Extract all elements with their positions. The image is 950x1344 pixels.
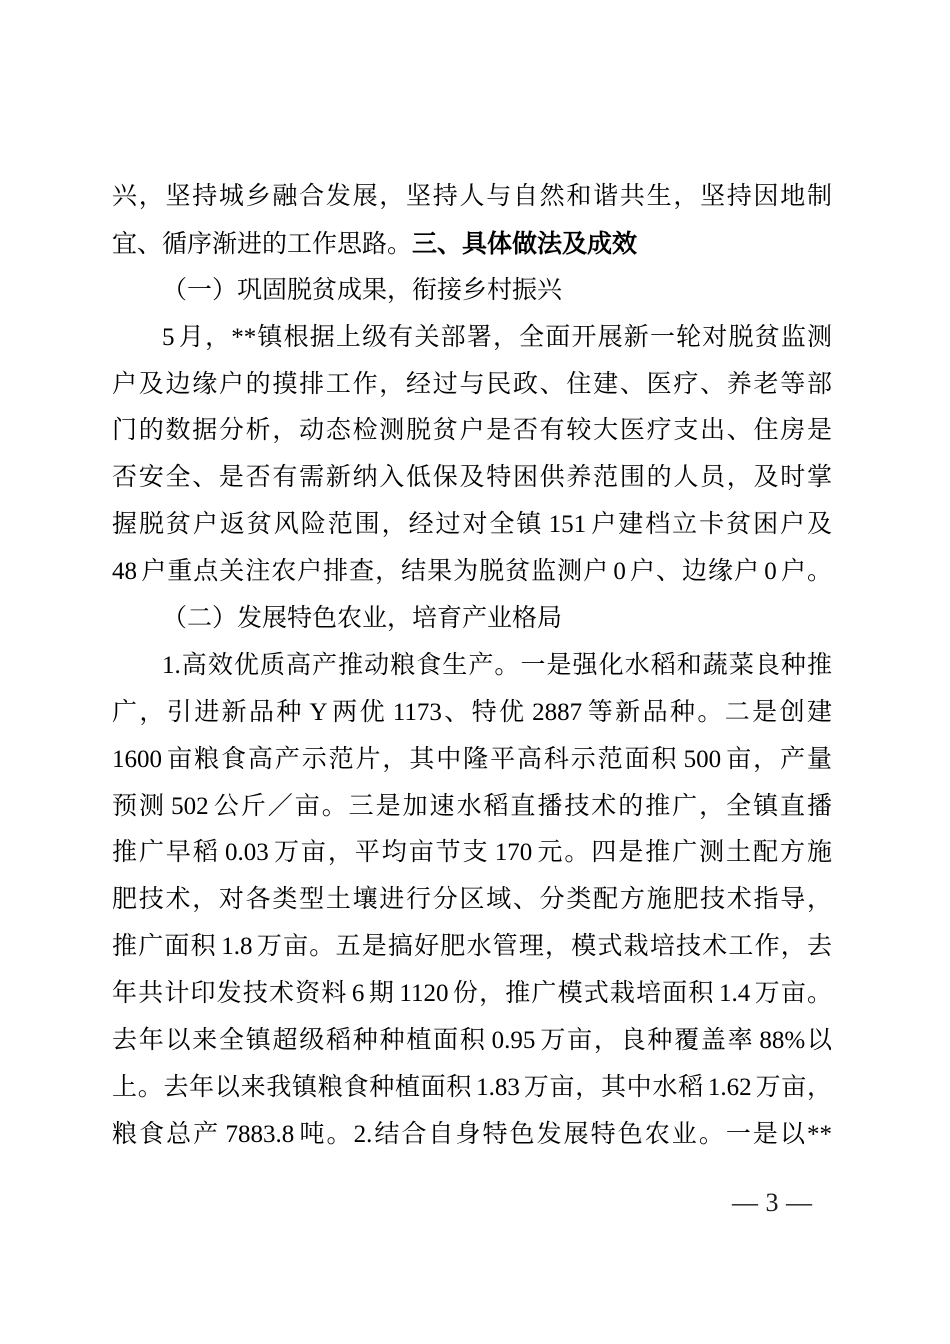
body-line [112,971,832,1018]
body-line [112,549,832,596]
section-heading-text: （二）发展特色农业，培育产业格局 [162,605,563,633]
body-line [112,737,832,784]
body-line [112,315,832,362]
text-segment: 年共计印发技术资料 6 期 1120 份，推广模式栽培面积 1.4 万亩。 [112,980,832,1008]
chapter-heading-text: 三、具体做法及成效 [412,229,638,258]
body-line [112,830,832,877]
body-line [112,408,832,455]
text-segment: 广，引进新品种 Y 两优 1173、特优 2887 等新品种。二是创建 [112,698,832,726]
text-segment: 否安全、是否有需新纳入低保及特困供养范围的人员，及时掌 [112,464,832,492]
text-segment: 握脱贫户返贫风险范围，经过对全镇 151 户建档立卡贫困户及 [112,511,832,539]
text-segment: 48 户重点关注农户排查，结果为脱贫监测户 0 户、边缘户 0 户。 [112,558,832,586]
text-segment: 1.高效优质高产推动粮食生产。一是强化水稻和蔬菜良种推 [162,651,832,679]
text-segment: 宜、循序渐进的工作思路。 [112,230,413,258]
text-segment: 肥技术，对各类型土壤进行分区域、分类配方施肥技术指导， [112,886,832,914]
text-segment: 去年以来全镇超级稻种种植面积 0.95 万亩，良种覆盖率 88%以 [112,1027,832,1055]
text-segment: 预测 502 公斤／亩。三是加速水稻直播技术的推广，全镇直播 [112,792,832,820]
body-line [112,362,832,409]
body-line [112,784,832,831]
section-heading-text: （一）巩固脱贫成果，衔接乡村振兴 [162,276,563,304]
text-segment: 推广面积 1.8 万亩。五是搞好肥水管理，模式栽培技术工作，去 [112,933,832,961]
text-segment: 门的数据分析，动态检测脱贫户是否有较大医疗支出、住房是 [112,417,832,445]
body-line [112,877,832,924]
section-heading [112,596,832,643]
body-line [112,643,832,690]
body-line [112,1018,832,1065]
section-heading [112,268,832,315]
text-segment: 户及边缘户的摸排工作，经过与民政、住建、医疗、养老等部 [112,370,832,398]
body-line [112,1065,832,1112]
text-segment: 上。去年以来我镇粮食种植面积 1.83 万亩，其中水稻 1.62 万亩， [112,1073,832,1101]
body-line-with-chapter-heading [112,221,832,268]
body-line [112,1112,832,1159]
text-segment: 推广早稻 0.03 万亩，平均亩节支 170 元。四是推广测土配方施 [112,839,832,867]
body-line [112,174,832,221]
body-line [112,502,832,549]
document-body [112,174,832,1159]
text-segment: 兴，坚持城乡融合发展，坚持人与自然和谐共生，坚持因地制 [112,183,832,210]
body-line [112,924,832,971]
text-segment: 1600 亩粮食高产示范片，其中隆平高科示范面积 500 亩，产量 [112,745,832,773]
text-segment: 粮食总产 7883.8 吨。2.结合自身特色发展特色农业。一是以** [112,1120,832,1148]
body-line [112,690,832,737]
body-line [112,455,832,502]
page-number: — 3 — [732,1188,812,1217]
text-segment: 5 月，**镇根据上级有关部署，全面开展新一轮对脱贫监测 [162,323,832,351]
